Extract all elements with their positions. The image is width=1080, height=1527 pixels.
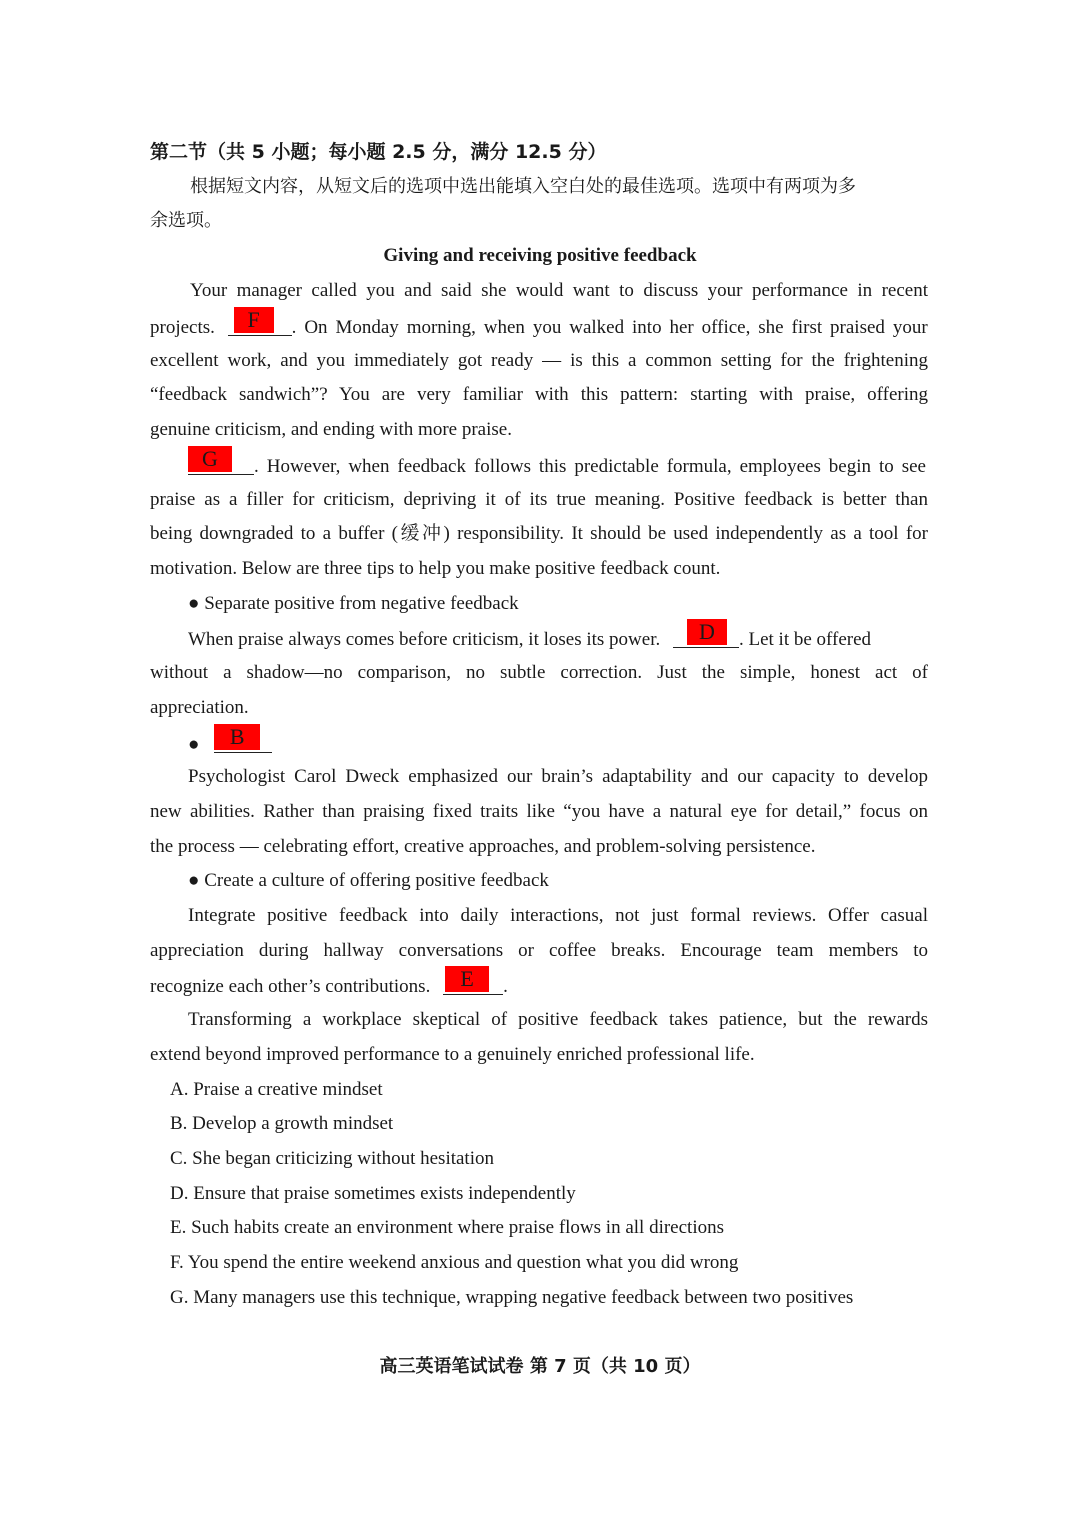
p1-line-5: genuine criticism, and ending with more praise. <box>150 419 512 440</box>
p6-line-1: Transforming a workplace skeptical of positive feedback takes patience, but the rewards <box>188 1009 928 1030</box>
p5-line-3 <box>150 966 508 1000</box>
p3-line-1-end: . Let it be offered <box>738 629 872 650</box>
answer-blank-1[interactable] <box>228 307 292 336</box>
option-f: F. You spend the entire weekend anxious and question what you did wrong <box>170 1252 739 1273</box>
option-c: C. She began criticizing without hesitation <box>170 1148 494 1169</box>
p5-line-3-start: recognize each other’s contributions. <box>150 976 431 997</box>
p3-line-1-start: When praise always comes before criticism, it loses its power. <box>188 629 661 650</box>
tip-2-heading <box>188 724 272 758</box>
p3-line-1 <box>188 619 872 653</box>
answer-blank-4[interactable] <box>214 724 272 753</box>
p2-line-1 <box>188 446 926 480</box>
p1-line-4: “feedback sandwich”? You are very familiar with this pattern: starting with praise, offering <box>150 384 928 405</box>
instruction-line-1: 根据短文内容，从短文后的选项中选出能填入空白处的最佳选项。选项中有两项为多 <box>190 176 856 197</box>
p2-line-1-end: . However, when feedback follows this predictable formula, employees begin to see <box>254 456 926 477</box>
p4-line-1: Psychologist Carol Dweck emphasized our brain’s adaptability and our capacity to develop <box>188 766 928 787</box>
option-e: E. Such habits create an environment where praise flows in all directions <box>170 1217 724 1238</box>
section-heading: 第二节（共 5 小题；每小题 2.5 分，满分 12.5 分） <box>150 141 607 163</box>
answer-blank-3[interactable] <box>673 619 739 648</box>
option-a: A. Praise a creative mindset <box>170 1079 383 1100</box>
p5-line-2: appreciation during hallway conversations or coffee breaks. Encourage team members to <box>150 940 928 961</box>
instruction-line-2: 余选项。 <box>150 210 222 231</box>
answer-blank-2[interactable] <box>188 446 254 475</box>
p1-line-2-start: projects. <box>150 317 215 338</box>
p1-line-1: Your manager called you and said she would want to discuss your performance in recent <box>190 280 928 301</box>
answer-blank-5[interactable] <box>443 966 503 995</box>
p4-line-3: the process — celebrating effort, creative approaches, and problem-solving persistence. <box>150 836 816 857</box>
answer-mark-5: E <box>445 966 489 992</box>
tip-1-heading: ● Separate positive from negative feedback <box>188 593 519 614</box>
passage-title: Giving and receiving positive feedback <box>383 245 697 266</box>
p3-line-2: without a shadow—no comparison, no subtle correction. Just the simple, honest act of <box>150 662 928 683</box>
answer-mark-4: B <box>214 724 260 750</box>
option-d: D. Ensure that praise sometimes exists independently <box>170 1183 576 1204</box>
tip-3-heading: ● Create a culture of offering positive feedback <box>188 870 549 891</box>
answer-mark-1: F <box>234 307 274 333</box>
p1-line-2-end: . On Monday morning, when you walked into her office, she first praised your <box>291 317 928 338</box>
p2-line-2: praise as a filler for criticism, depriving it of its true meaning. Positive feedback is better than <box>150 489 928 510</box>
p2-line-3: being downgraded to a buffer (缓冲) responsibility. It should be used independently as a tool for <box>150 523 928 544</box>
p1-line-2 <box>150 307 928 341</box>
p6-line-2: extend beyond improved performance to a genuinely enriched professional life. <box>150 1044 755 1065</box>
page-footer: 高三英语笔试试卷 第 7 页（共 10 页） <box>379 1356 701 1377</box>
p3-line-3: appreciation. <box>150 697 249 718</box>
p5-line-3-end: . <box>503 976 508 997</box>
p2-line-4: motivation. Below are three tips to help you make positive feedback count. <box>150 558 721 579</box>
answer-mark-2: G <box>188 446 232 472</box>
option-g: G. Many managers use this technique, wrapping negative feedback between two positives <box>170 1287 854 1308</box>
p4-line-2: new abilities. Rather than praising fixed traits like “you have a natural eye for detail,” focus on <box>150 801 928 822</box>
p5-line-1: Integrate positive feedback into daily interactions, not just formal reviews. Offer casual <box>188 905 928 926</box>
option-b: B. Develop a growth mindset <box>170 1113 394 1134</box>
tip-2-bullet: ● <box>188 734 200 755</box>
p1-line-3: excellent work, and you immediately got ready — is this a common setting for the frightening <box>150 350 928 371</box>
answer-mark-3: D <box>687 619 727 645</box>
